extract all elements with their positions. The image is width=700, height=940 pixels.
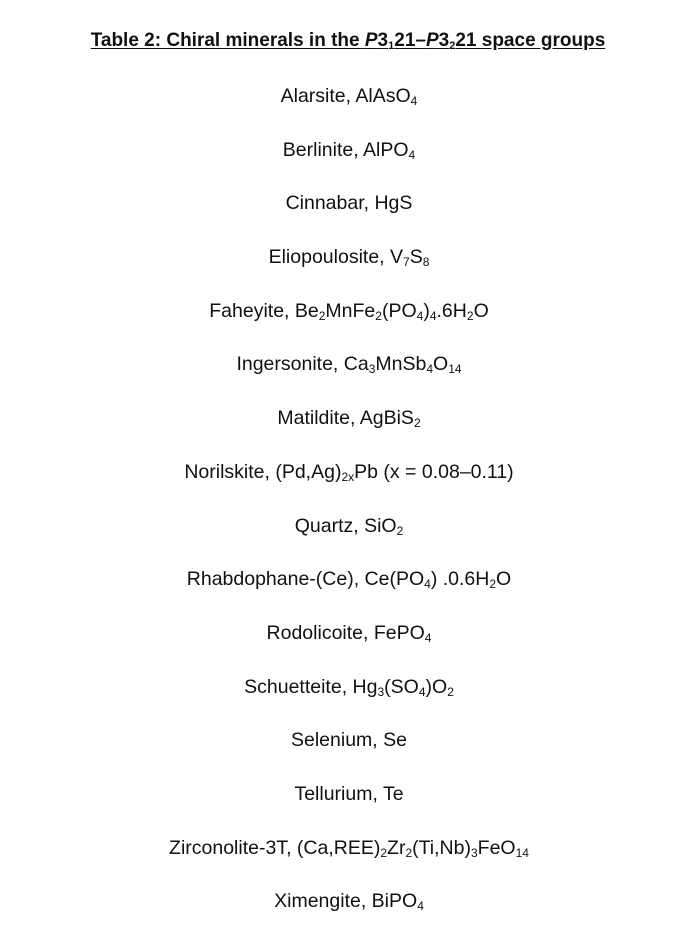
formula-subscript: 4 <box>418 684 426 699</box>
mineral-text: Rodolicoite, FePO <box>266 621 425 644</box>
formula-subscript: 14 <box>448 362 462 377</box>
mineral-text: Quartz, SiO <box>294 514 397 537</box>
formula-subscript: 3 <box>470 845 478 860</box>
mineral-entry <box>0 296 698 350</box>
mineral-entry <box>0 886 698 940</box>
formula-subscript: 2 <box>413 416 421 431</box>
formula-subscript: 4 <box>408 147 416 162</box>
mineral-text: Ingersonite, Ca <box>236 353 369 376</box>
mineral-text: (SO <box>384 675 419 698</box>
mineral-text: Tellurium, Te <box>294 782 404 805</box>
mineral-text: (PO <box>381 299 417 322</box>
mineral-text: )O <box>425 675 448 698</box>
mineral-entry <box>0 672 698 726</box>
mineral-text: ) <box>423 299 430 322</box>
mineral-entry <box>0 511 698 565</box>
mineral-entry <box>0 135 698 189</box>
mineral-text: Rhabdophane-(Ce), Ce(PO <box>186 568 425 591</box>
formula-subscript: 4 <box>416 308 424 323</box>
mineral-text: FeO <box>477 836 516 859</box>
formula-subscript: 4 <box>426 362 434 377</box>
formula-subscript: 2 <box>318 308 326 323</box>
formula-subscript: 2 <box>447 684 454 699</box>
title-prefix: Table 2: Chiral minerals in the <box>90 30 365 51</box>
mineral-entry <box>0 242 698 296</box>
formula-subscript: 2 <box>380 845 388 860</box>
formula-subscript: 3 <box>368 362 376 377</box>
mineral-text: Alarsite, AlAsO <box>280 85 411 107</box>
mineral-list <box>0 81 698 940</box>
mineral-text: O <box>473 299 489 322</box>
mineral-text: Norilskite, (Pd,Ag) <box>184 460 342 483</box>
title-group1-subscript: 1 <box>388 40 395 52</box>
mineral-text: Selenium, Se <box>291 729 407 752</box>
mineral-text: (Ti,Nb) <box>412 836 471 859</box>
formula-subscript: 7 <box>403 255 410 270</box>
mineral-entry <box>0 725 698 779</box>
mineral-text: Eliopoulosite, V <box>268 246 404 269</box>
formula-subscript: 2 <box>396 523 404 538</box>
formula-subscript: 14 <box>515 845 529 860</box>
title-group2-letter: P <box>425 30 439 51</box>
formula-subscript: 4 <box>424 577 431 592</box>
mineral-text: Pb (x = 0.08–0.11) <box>354 460 514 483</box>
mineral-entry <box>0 403 698 457</box>
mineral-entry <box>0 564 698 618</box>
mineral-entry <box>0 618 698 672</box>
mineral-text: MnSb <box>375 353 427 376</box>
formula-subscript: 8 <box>422 255 430 270</box>
mineral-text: .6H <box>436 299 467 322</box>
formula-subscript: 2 <box>405 845 413 860</box>
mineral-text: Zirconolite-3T, (Ca,REE) <box>169 836 381 859</box>
mineral-entry <box>0 349 698 403</box>
formula-subscript: 4 <box>429 308 437 323</box>
formula-subscript: 2 <box>466 308 474 323</box>
formula-subscript: 2 <box>489 577 497 592</box>
mineral-text: Cinnabar, HgS <box>285 192 413 215</box>
table-title <box>0 29 696 53</box>
title-group1-number: 3 <box>377 30 389 51</box>
mineral-entry <box>0 833 698 887</box>
formula-subscript: 3 <box>377 684 385 699</box>
mineral-text: O <box>433 353 449 376</box>
mineral-entry <box>0 81 698 135</box>
title-group2-subscript: 2 <box>449 40 456 52</box>
mineral-text: Zr <box>387 836 406 859</box>
mineral-text: Schuetteite, Hg <box>244 675 378 698</box>
formula-subscript: 2x <box>341 469 355 484</box>
formula-subscript: 2 <box>375 308 382 323</box>
title-group1-letter: P <box>364 30 378 51</box>
mineral-text: ) .0.6H <box>430 568 490 591</box>
mineral-text: S <box>409 246 423 269</box>
formula-subscript: 4 <box>410 94 418 108</box>
formula-subscript: 4 <box>424 630 432 645</box>
formula-subscript: 4 <box>417 899 424 914</box>
mineral-text: Berlinite, AlPO <box>282 138 409 161</box>
mineral-text: Ximengite, BiPO <box>274 890 418 913</box>
mineral-entry <box>0 188 698 242</box>
mineral-entry <box>0 457 698 511</box>
mineral-text: MnFe <box>325 299 376 322</box>
mineral-entry <box>0 779 698 833</box>
mineral-text: Faheyite, Be <box>209 299 319 322</box>
title-group1-rest: 21– <box>394 30 426 51</box>
mineral-text: Matildite, AgBiS <box>277 407 414 430</box>
title-group2-number: 3 <box>438 30 450 51</box>
title-group2-rest: 21 space groups <box>455 30 606 51</box>
mineral-text: O <box>496 568 512 591</box>
